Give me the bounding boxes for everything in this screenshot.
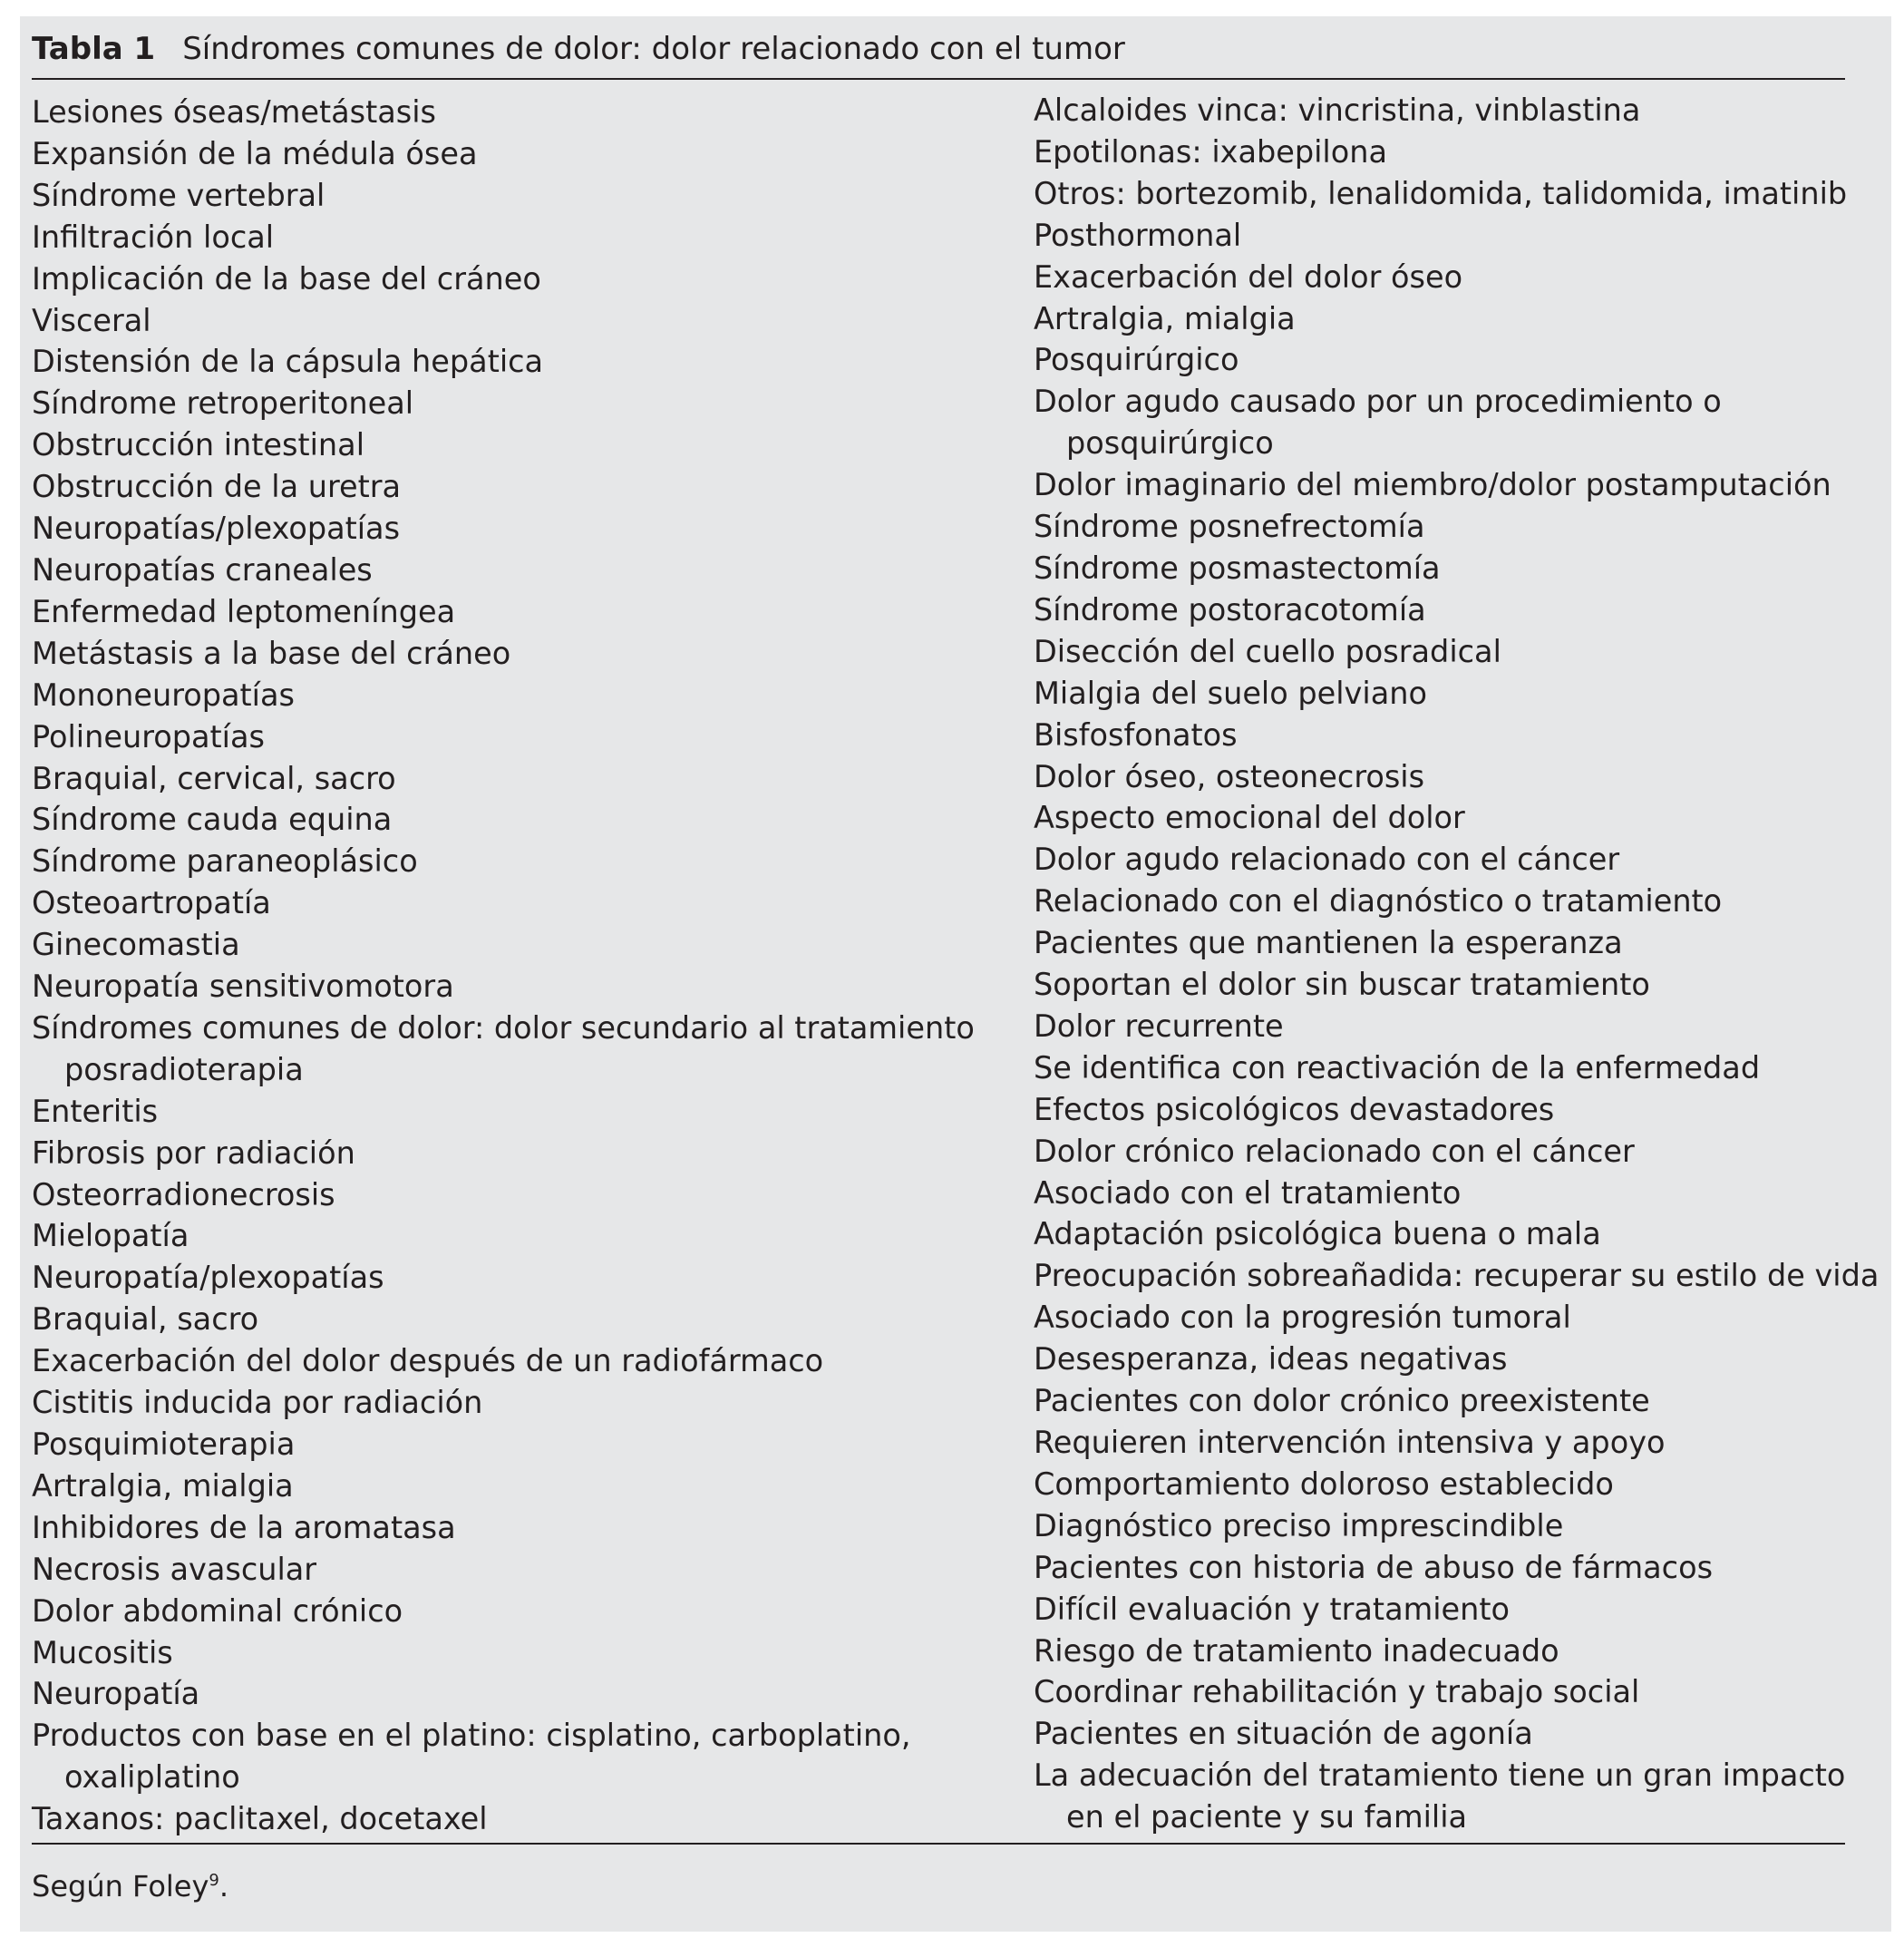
table-entry [1034, 797, 1850, 839]
table-entry [32, 716, 993, 758]
table-entry [32, 841, 993, 882]
table-entry [1034, 1713, 1850, 1755]
entry-text: Ginecomastia [32, 927, 240, 963]
right-column [1034, 90, 1880, 1838]
top-rule [32, 78, 1845, 80]
entry-text: Taxanos: paclitaxel, docetaxel [32, 1801, 488, 1837]
entry-text: Pacientes en situación de agonía [1034, 1716, 1533, 1752]
table-entry [32, 133, 993, 175]
entry-text: Otros: bortezomib, lenalidomida, talidomida, imatinib [1034, 175, 1848, 211]
table-entry [32, 341, 993, 383]
entry-text: Mielopatía [32, 1218, 189, 1254]
entry-text: Braquial, cervical, sacro [32, 760, 396, 796]
entry-text: Asociado con la progresión tumoral [1034, 1300, 1571, 1336]
entry-text: Soportan el dolor sin buscar tratamiento [1034, 967, 1650, 1003]
entry-text: Aspecto emocional del dolor [1034, 800, 1465, 836]
entry-text: Neuropatía [32, 1676, 200, 1712]
entry-text: Disección del cuello posradical [1034, 633, 1501, 669]
entry-text: Dolor agudo relacionado con el cáncer [1034, 842, 1620, 878]
table-label: Tabla 1 [32, 31, 156, 67]
table-entry [1034, 1089, 1850, 1131]
entry-text: Neuropatías craneales [32, 551, 373, 588]
entry-text: Necrosis avascular [32, 1551, 317, 1587]
table-entry [1034, 1464, 1850, 1505]
entry-text: Pacientes con historia de abuso de fármacos [1034, 1549, 1714, 1585]
entry-text: Fibrosis por radiación [32, 1134, 355, 1171]
entry-continuation: posquirúrgico [1066, 425, 1274, 462]
table-entry [1034, 1631, 1850, 1672]
entry-text: Bisfosfonatos [1034, 716, 1238, 753]
table-entry [1034, 1505, 1850, 1547]
entry-text: Osteoartropatía [32, 885, 271, 921]
table-entry [1034, 1422, 1850, 1464]
entry-text: Síndrome retroperitoneal [32, 385, 414, 422]
entry-text: Síndrome paraneoplásico [32, 843, 418, 880]
table-entry [32, 175, 993, 217]
entry-text: Metástasis a la base del cráneo [32, 635, 511, 671]
entry-text: Síndrome cauda equina [32, 802, 393, 838]
entry-text: Pacientes que mantienen la esperanza [1034, 925, 1623, 961]
table-entry [1034, 548, 1850, 589]
entry-text: Artralgia, mialgia [32, 1467, 294, 1504]
table-entry [1034, 715, 1850, 756]
table-entry [32, 633, 993, 675]
entry-text: Neuropatías/plexopatías [32, 511, 401, 547]
table-entry [32, 1133, 993, 1174]
table-entry [1034, 131, 1850, 173]
entry-text: Pacientes con dolor crónico preexistente [1034, 1383, 1650, 1419]
entry-text: Braquial, sacro [32, 1301, 259, 1338]
table-entry [1034, 1380, 1850, 1422]
table-entry [32, 424, 993, 466]
table-entry [1034, 1297, 1850, 1339]
table-entry [32, 1382, 993, 1424]
entry-text: Osteorradionecrosis [32, 1176, 335, 1212]
table-entry [32, 799, 993, 841]
table-entry [1034, 173, 1850, 215]
entry-text: Posthormonal [1034, 217, 1242, 253]
entry-text: La adecuación del tratamiento tiene un gran impacto [1034, 1757, 1846, 1794]
table-entry [1034, 922, 1850, 964]
entry-text: Artralgia, mialgia [1034, 300, 1296, 336]
table-entry [1034, 1173, 1850, 1214]
table-entry [1034, 506, 1850, 548]
table-entry [1034, 90, 1850, 131]
entry-text: Mucositis [32, 1634, 173, 1670]
table-entry [1034, 673, 1850, 715]
entry-text: Relacionado con el diagnóstico o tratamiento [1034, 883, 1723, 920]
entry-text: Diagnóstico preciso imprescindible [1034, 1507, 1564, 1543]
entry-text: Exacerbación del dolor después de un radiofármaco [32, 1343, 824, 1379]
table-entry [1034, 1255, 1880, 1297]
entry-text: Dolor crónico relacionado con el cáncer [1034, 1133, 1635, 1169]
table-entry [32, 924, 993, 966]
table-entry [1034, 339, 1850, 381]
left-column [32, 92, 993, 1840]
table-entry [32, 1215, 993, 1257]
table-entry [32, 1549, 993, 1591]
entry-text: Riesgo de tratamiento inadecuado [1034, 1632, 1559, 1669]
entry-text: Síndrome posmastectomía [1034, 550, 1441, 586]
table-entry [1034, 257, 1850, 298]
table-entry [32, 1465, 993, 1507]
table-entry [32, 1507, 993, 1549]
entry-text: Obstrucción intestinal [32, 427, 364, 463]
source-end: . [219, 1869, 229, 1903]
table-entry [1034, 215, 1850, 257]
table-entry [32, 1340, 993, 1382]
entry-text: Requieren intervención intensiva y apoyo [1034, 1425, 1666, 1460]
entry-continuation: en el paciente y su familia [1066, 1799, 1468, 1835]
table-entry [32, 1091, 993, 1133]
entry-text: Desesperanza, ideas negativas [1034, 1341, 1508, 1378]
entry-text: Visceral [32, 302, 151, 338]
entry-text: Asociado con el tratamiento [1034, 1174, 1462, 1211]
table-caption [32, 29, 1125, 69]
source-text: Según Foley [32, 1869, 209, 1903]
entry-text: Exacerbación del dolor óseo [1034, 258, 1463, 295]
entry-continuation: posradioterapia [64, 1051, 304, 1087]
table-entry [1034, 381, 1850, 464]
entry-text: Enteritis [32, 1093, 159, 1129]
entry-text: Alcaloides vinca: vincristina, vinblastina [1034, 92, 1641, 128]
table-entry [1034, 1131, 1850, 1173]
entry-text: Dolor óseo, osteonecrosis [1034, 758, 1425, 794]
table-entry [32, 1299, 993, 1340]
entry-text: Efectos psicológicos devastadores [1034, 1091, 1555, 1127]
entry-text: Comportamiento doloroso establecido [1034, 1465, 1614, 1502]
entry-text: Síndromes comunes de dolor: dolor secundario al tratamiento [32, 1009, 975, 1046]
table-entry [32, 675, 993, 716]
table-entry [1034, 1339, 1850, 1380]
table-entry [32, 258, 993, 300]
entry-text: Coordinar rehabilitación y trabajo social [1034, 1674, 1640, 1710]
source-reference: 9 [209, 1871, 219, 1890]
entry-text: Implicación de la base del cráneo [32, 260, 541, 297]
table-entry [32, 217, 993, 258]
table-entry [1034, 964, 1850, 1006]
entry-text: Neuropatía sensitivomotora [32, 969, 454, 1005]
table-entry [1034, 756, 1850, 798]
table-entry [1034, 1671, 1850, 1713]
table-entry [32, 591, 993, 633]
table-entry [1034, 881, 1850, 922]
table-entry [1034, 589, 1850, 631]
table-entry [32, 1673, 993, 1715]
entry-text: Síndrome posnefrectomía [1034, 509, 1425, 545]
entry-text: Polineuropatías [32, 718, 265, 755]
table-entry [32, 508, 993, 550]
entry-text: Neuropatía/plexopatías [32, 1260, 384, 1296]
table-entry [1034, 464, 1850, 506]
table-entry [1034, 1755, 1850, 1838]
table-entry [1034, 631, 1850, 673]
table-entry [1034, 298, 1850, 340]
table-entry [32, 300, 993, 342]
entry-text: Enfermedad leptomeníngea [32, 593, 456, 629]
entry-text: Lesiones óseas/metástasis [32, 94, 436, 130]
entry-text: Mialgia del suelo pelviano [1034, 675, 1427, 711]
entry-text: Síndrome postoracotomía [1034, 591, 1426, 628]
entry-text: Síndrome vertebral [32, 177, 325, 213]
table-entry [1034, 1047, 1850, 1089]
table-entry [32, 1174, 993, 1216]
table-entry [32, 758, 993, 800]
entry-text: Dolor abdominal crónico [32, 1592, 403, 1629]
entry-text: Dolor imaginario del miembro/dolor postamputación [1034, 467, 1831, 503]
entry-text: Expansión de la médula ósea [32, 135, 478, 171]
table-entry [32, 466, 993, 508]
table-entry [32, 1798, 993, 1840]
table-entry [1034, 1213, 1850, 1255]
entry-text: Dolor recurrente [1034, 1008, 1284, 1044]
bottom-rule [32, 1843, 1845, 1845]
table-entry [1034, 1547, 1850, 1589]
table-entry [32, 1424, 993, 1465]
entry-text: Difícil evaluación y tratamiento [1034, 1591, 1511, 1627]
table-entry [1034, 1589, 1850, 1631]
entry-text: Infiltración local [32, 219, 275, 255]
entry-continuation: oxaliplatino [64, 1759, 240, 1796]
table-entry [32, 1632, 993, 1674]
entry-text: Posquirúrgico [1034, 342, 1239, 378]
entry-text: Preocupación sobreañadida: recuperar su estilo de vida [1034, 1258, 1880, 1294]
table-entry [32, 92, 993, 133]
table-entry [32, 1008, 993, 1091]
table-entry [32, 1715, 993, 1798]
entry-text: Inhibidores de la aromatasa [32, 1509, 456, 1545]
entry-text: Cistitis inducida por radiación [32, 1385, 483, 1421]
entry-text: Adaptación psicológica buena o mala [1034, 1216, 1601, 1252]
entry-text: Dolor agudo causado por un procedimiento o [1034, 384, 1722, 420]
entry-text: Obstrucción de la uretra [32, 469, 402, 505]
table-entry [32, 966, 993, 1008]
table-entry [32, 550, 993, 591]
table-entry [32, 1257, 993, 1299]
entry-text: Mononeuropatías [32, 677, 295, 713]
table-entry [1034, 839, 1850, 881]
table-entry [32, 1591, 993, 1632]
entry-text: Distensión de la cápsula hepática [32, 344, 544, 380]
entry-text: Posquimioterapia [32, 1426, 296, 1462]
table-entry [1034, 1006, 1850, 1047]
table-title: Síndromes comunes de dolor: dolor relacionado con el tumor [182, 31, 1125, 67]
table-entry [32, 882, 993, 924]
entry-text: Se identifica con reactivación de la enfermedad [1034, 1049, 1761, 1086]
entry-text: Productos con base en el platino: cisplatino, carboplatino, [32, 1718, 911, 1754]
entry-text: Epotilonas: ixabepilona [1034, 133, 1387, 170]
table-entry [32, 383, 993, 424]
table-source-note [32, 1861, 228, 1906]
